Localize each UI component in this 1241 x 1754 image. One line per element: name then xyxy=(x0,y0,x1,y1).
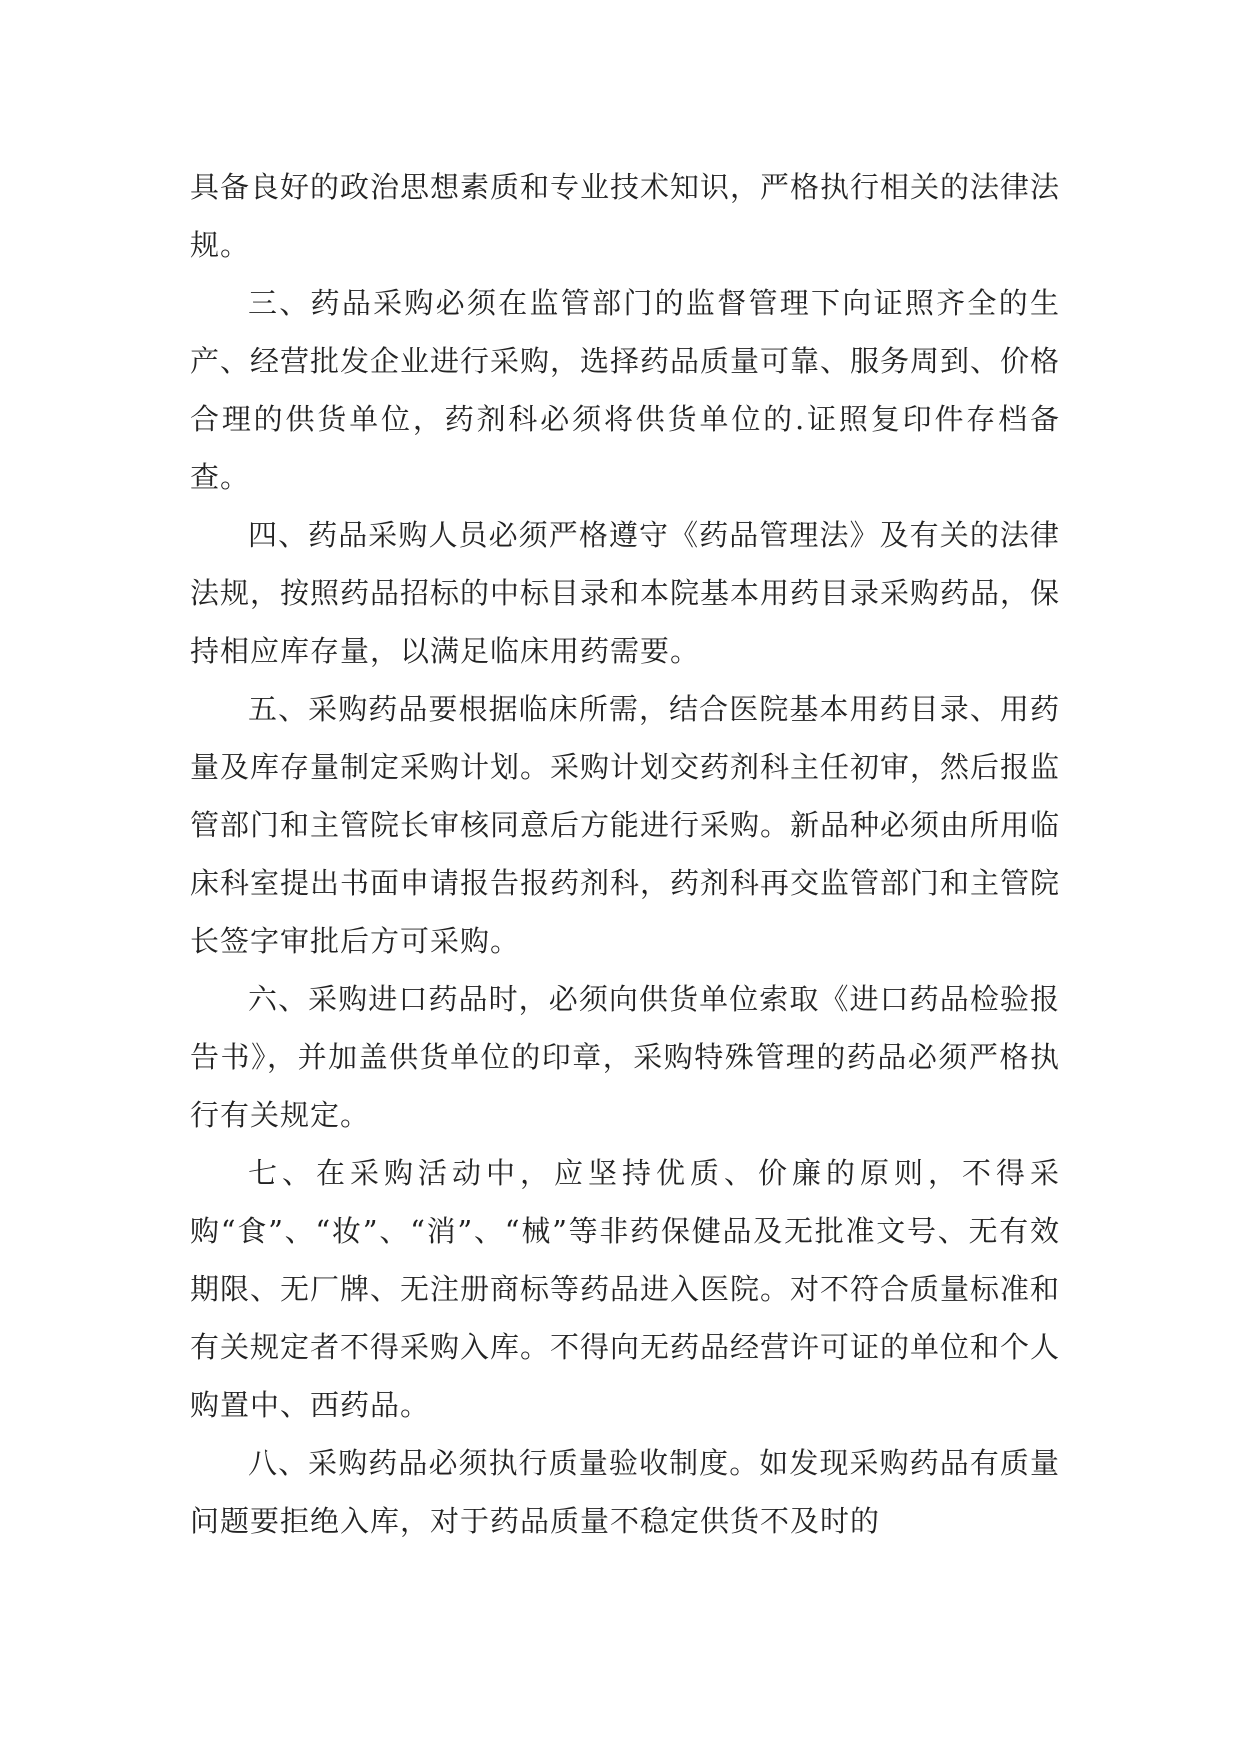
paragraph-item-8: 八、采购药品必须执行质量验收制度。如发现采购药品有质量问题要拒绝入库，对于药品质量不稳定供货不及时的 xyxy=(190,1446,1060,1538)
document-body xyxy=(190,158,1060,1550)
paragraph-item-3: 三、药品采购必须在监管部门的监督管理下向证照齐全的生产、经营批发企业进行采购，选择药品质量可靠、服务周到、价格合理的供货单位，药剂科必须将供货单位的.证照复印件存档备查。 xyxy=(190,286,1061,494)
paragraph-item-4: 四、药品采购人员必须严格遵守《药品管理法》及有关的法律法规，按照药品招标的中标目录和本院基本用药目录采购药品，保持相应库存量，以满足临床用药需要。 xyxy=(190,518,1061,668)
paragraph-continuation: 具备良好的政治思想素质和专业技术知识，严格执行相关的法律法规。 xyxy=(190,170,1061,262)
paragraph-item-5: 五、采购药品要根据临床所需，结合医院基本用药目录、用药量及库存量制定采购计划。采购计划交药剂科主任初审，然后报监管部门和主管院长审核同意后方能进行采购。新品种必须由所用临床科室提出书面申请报告报药剂科，药剂科再交监管部门和主管院长签字审批后方可采购。 xyxy=(190,692,1061,958)
paragraph-item-7: 七、在采购活动中，应坚持优质、价廉的原则，不得采购“食”、“妆”、“消”、“械”等非药保健品及无批准文号、无有效期限、无厂牌、无注册商标等药品进入医院。对不符合质量标准和有关规定者不得采购入库。不得向无药品经营许可证的单位和个人购置中、西药品。 xyxy=(190,1156,1061,1422)
paragraph-item-6: 六、采购进口药品时，必须向供货单位索取《进口药品检验报告书》，并加盖供货单位的印章，采购特殊管理的药品必须严格执行有关规定。 xyxy=(190,982,1060,1132)
